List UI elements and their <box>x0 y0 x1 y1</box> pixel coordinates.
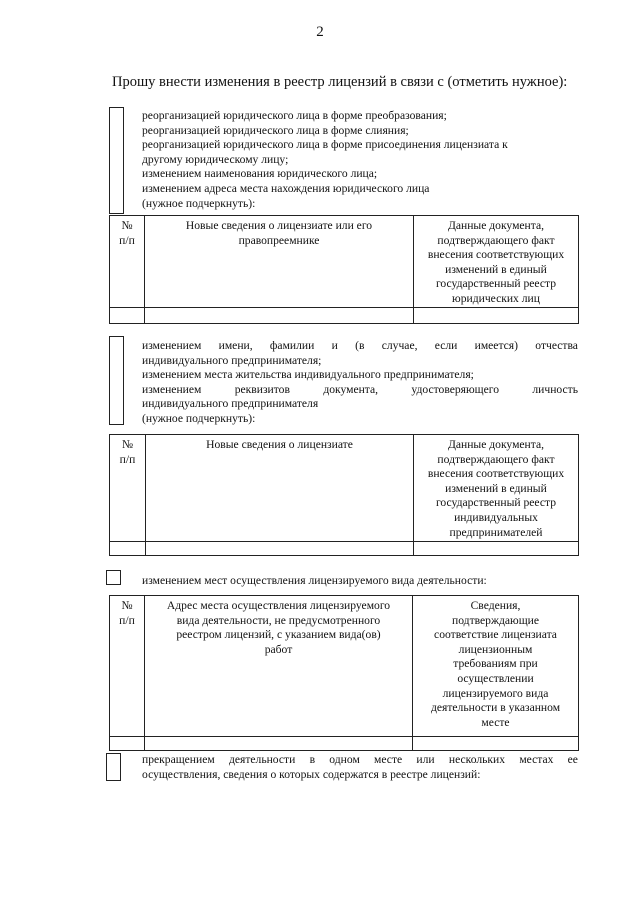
termination-option <box>142 753 578 782</box>
cell-document-data[interactable] <box>414 542 579 556</box>
option-line: изменением имени, фамилии и (в случае, если имеется) отчества <box>142 339 578 352</box>
legal-entity-table <box>109 215 579 324</box>
header-document-data: Данные документа, подтверждающего факт внесения соответствующих изменений в единый государственный реестр юридических лиц <box>414 216 579 308</box>
option-line: изменением реквизитов документа, удостоверяющего личность <box>142 382 578 396</box>
option-line: (нужное подчеркнуть): <box>142 411 256 425</box>
individual-table <box>109 434 579 556</box>
checkbox-termination[interactable] <box>106 753 121 781</box>
form-heading: Прошу внести изменения в реестр лицензий в связи с (отметить нужное): <box>112 74 568 90</box>
option-line: изменением наименования юридического лица; <box>142 167 378 181</box>
option-line: осуществления, сведения о которых содержатся в реестре лицензий: <box>142 767 481 781</box>
option-line: изменением места жительства индивидуального предпринимателя; <box>142 368 474 382</box>
checkbox-legal-entity-changes[interactable] <box>109 107 124 214</box>
cell-location-address[interactable] <box>145 737 413 751</box>
header-new-info: Новые сведения о лицензиате <box>146 435 414 542</box>
option-line: индивидуального предпринимателя <box>142 397 319 411</box>
option-line: (нужное подчеркнуть): <box>142 196 256 210</box>
option-line: реорганизацией юридического лица в форме преобразования; <box>142 109 447 122</box>
header-number: № п/п <box>110 216 145 308</box>
option-line: реорганизацией юридического лица в форме слияния; <box>142 123 409 137</box>
header-compliance-info: Сведения, подтверждающие соответствие лицензиата лицензионным требованиям при осуществлении лицензируемого вида деятельности в указанном месте <box>413 596 579 737</box>
cell-number[interactable] <box>110 307 145 323</box>
cell-new-info[interactable] <box>145 307 414 323</box>
header-number: № п/п <box>110 596 145 737</box>
cell-number[interactable] <box>110 542 146 556</box>
cell-compliance-info[interactable] <box>413 737 579 751</box>
individual-options <box>142 339 578 427</box>
option-line: прекращением деятельности в одном месте или нескольких местах ее <box>142 753 578 766</box>
checkbox-location-change[interactable] <box>106 570 121 585</box>
page-number: 2 <box>316 24 324 40</box>
cell-new-info[interactable] <box>146 542 414 556</box>
header-number: № п/п <box>110 435 146 542</box>
header-new-info: Новые сведения о лицензиате или его правопреемнике <box>145 216 414 308</box>
option-line: реорганизацией юридического лица в форме присоединения лицензиата к <box>142 138 508 152</box>
option-line: изменением адреса места нахождения юридического лица <box>142 181 430 195</box>
checkbox-individual-changes[interactable] <box>109 336 124 425</box>
header-document-data: Данные документа, подтверждающего факт внесения соответствующих изменений в единый государственный реестр индивидуальных предпринимателей <box>414 435 579 542</box>
cell-document-data[interactable] <box>414 307 579 323</box>
locations-table <box>109 595 579 751</box>
option-line: другому юридическому лицу; <box>142 152 289 166</box>
option-line: индивидуального предпринимателя; <box>142 353 322 367</box>
location-change-option: изменением мест осуществления лицензируемого вида деятельности: <box>142 574 487 587</box>
cell-number[interactable] <box>110 737 145 751</box>
legal-entity-options <box>142 109 508 211</box>
header-location-address: Адрес места осуществления лицензируемого вида деятельности, не предусмотренного реестром лицензий, с указанием вида(ов) работ <box>145 596 413 737</box>
